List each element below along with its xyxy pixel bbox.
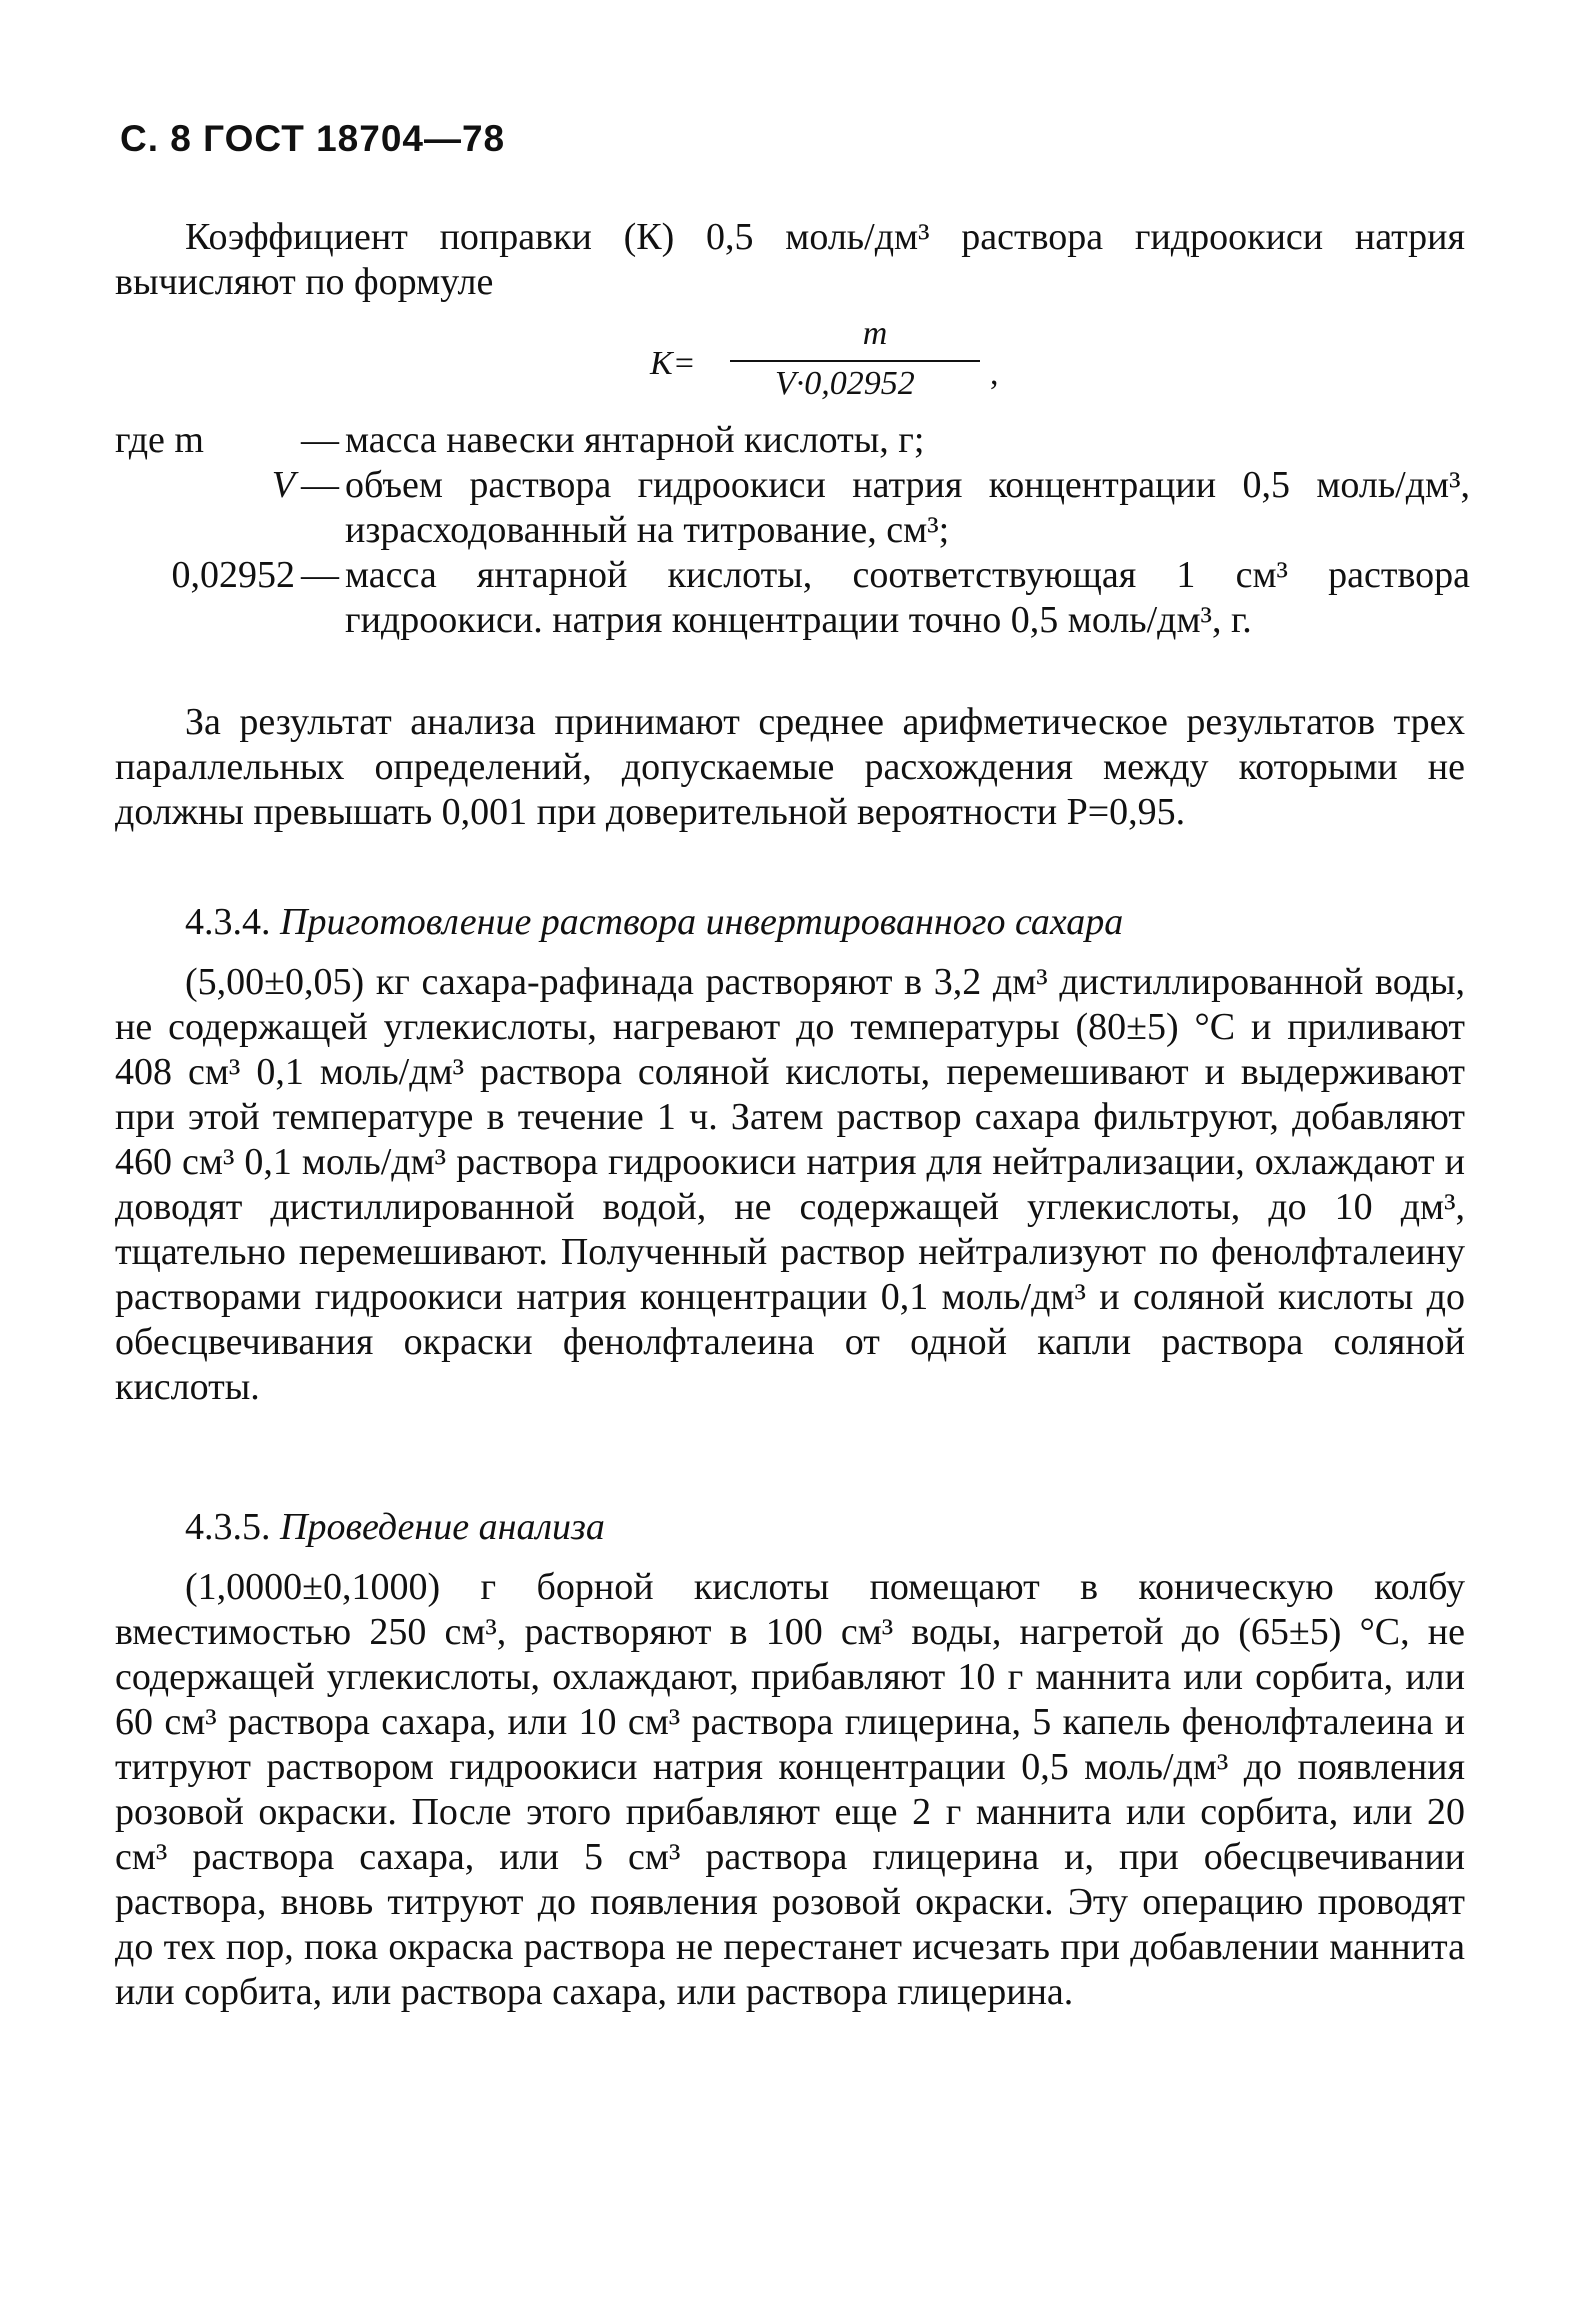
legend-text: масса янтарной кислоты, соответствующая 1 см³ раствора гидроокиси. натрия концентрации точно 0,5 моль/дм³, г. [345,554,1470,641]
legend-item [115,418,1470,463]
paragraph-4-3-5: (1,0000±0,1000) г борной кислоты помещают в коническую колбу вместимостью 250 см³, растворяют в 100 см³ воды, нагретой до (65±5) °С, не содержащей углекислоты, охлаждают, прибавляют 10 г маннита или сорбита, или 60 см³ раствора сахара, или 10 см³ раствора глицерина, 5 капель фенолфталеина и титруют раствором гидроокиси натрия концентрации 0,5 моль/дм³ до появления розовой окраски. После этого прибавляют еще 2 г маннита или сорбита, или 20 см³ раствора сахара, или 5 см³ раствора глицерина и, при обесцвечивании раствора, вновь титруют до появления розовой окраски. Эту операцию проводят до тех пор, пока окраска раствора не перестанет исчезать при добавлении маннита или сорбита, или раствора сахара, или раствора глицерина. [115,1566,1465,2013]
legend-symbol: 0,02952 [171,554,295,596]
legend-dash: — [301,419,339,461]
formula-denominator: V·0,02952 [775,365,915,402]
legend-item [115,463,1470,553]
formula-lhs: K= [650,345,696,382]
formula [650,315,1050,405]
legend-text: объем раствора гидроокиси натрия концентрации 0,5 моль/дм³, израсходованный на титрование, см³; [345,464,1470,551]
section-title: Проведение анализа [280,1506,605,1548]
page-header: С. 8 ГОСТ 18704—78 [120,118,506,159]
section-heading-4-3-4 [185,900,1123,944]
formula-legend [115,418,1470,643]
legend-dash: — [301,554,339,596]
formula-trail: , [990,355,999,392]
legend-dash: — [301,464,339,506]
paragraph-4-3-4: (5,00±0,05) кг сахара-рафинада растворяют в 3,2 дм³ дистиллированной воды, не содержащей углекислоты, нагревают до температуры (80±5) °С и приливают 408 см³ 0,1 моль/дм³ раствора соляной кислоты, перемешивают и выдерживают при этой температуре в течение 1 ч. Затем раствор сахара фильтруют, добавляют 460 см³ 0,1 моль/дм³ раствора гидроокиси натрия для нейтрализации, охлаждают и доводят дистиллированной водой, не содержащей углекислоты, до 10 дм³, тщательно перемешивают. Полученный раствор нейтрализуют по фенолфталеину растворами гидроокиси натрия концентрации 0,1 моль/дм³ и соляной кислоты до обесцвечивания окраски фенолфталеина от одной капли раствора соляной кислоты. [115,961,1465,1408]
formula-numerator: m [862,315,888,352]
intro-paragraph: Коэффициент поправки (К) 0,5 моль/дм³ раствора гидроокиси натрия вычисляют по формуле [115,216,1465,303]
result-paragraph: За результат анализа принимают среднее арифметическое результатов трех параллельных определений, допускаемые расхождения между которыми не должны превышать 0,001 при доверительной вероятности P=0,95. [115,701,1465,833]
legend-text: масса навески янтарной кислоты, г; [345,419,925,461]
section-number: 4.3.4. [185,901,271,943]
legend-item [115,553,1470,643]
legend-symbol: V [271,464,295,506]
section-heading-4-3-5 [185,1505,605,1549]
legend-symbol: где m [115,419,204,461]
section-number: 4.3.5. [185,1506,271,1548]
fraction-bar [730,360,980,362]
section-title: Приготовление раствора инвертированного сахара [280,901,1124,943]
